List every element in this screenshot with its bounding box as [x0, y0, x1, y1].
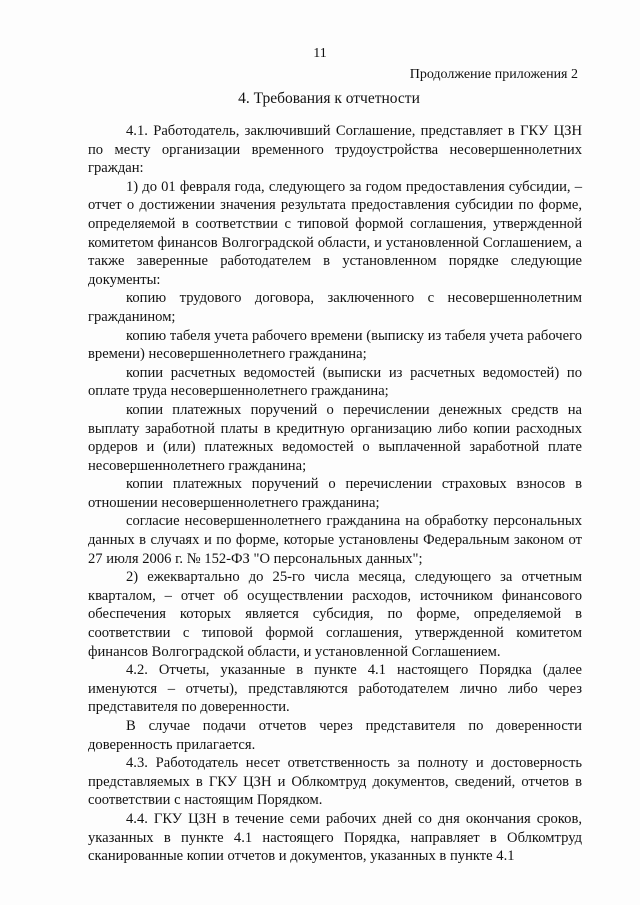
paragraph-payment-orders-wages: копии платежных поручений о перечислении денежных средств на выплату заработной платы в кредитную организацию либо копии расходных ордеров и (или) платежных ведомостей о выплаченной заработной плате несовершеннолетнего гражданина;	[88, 401, 582, 474]
document-body	[88, 122, 582, 866]
paragraph-power-of-attorney: В случае подачи отчетов через представителя по доверенности доверенность прилагается.	[88, 718, 582, 753]
paragraph-payroll-statements: копии расчетных ведомостей (выписки из расчетных ведомостей) по оплате труда несовершеннолетнего гражданина;	[88, 364, 582, 400]
paragraph-timesheet-copy: копию табеля учета рабочего времени (выписку из табеля учета рабочего времени) несовершеннолетнего гражданина;	[88, 327, 582, 363]
paragraph-4-3: 4.3. Работодатель несет ответственность за полноту и достоверность представляемых в ГКУ ЦЗН и Облкомтруд документов, сведений, отчетов в соответствии с настоящим Порядком.	[88, 755, 582, 809]
paragraph-4-4: 4.4. ГКУ ЦЗН в течение семи рабочих дней со дня окончания сроков, указанных в пункте 4.1 настоящего Порядка, направляет в Облкомтруд сканированные копии отчетов и документов, указанных в пункте 4.1	[88, 810, 582, 865]
page-number: 11	[313, 46, 327, 61]
paragraph-payment-orders-insurance: копии платежных поручений о перечислении страховых взносов в отношении несовершеннолетнего гражданина;	[88, 476, 582, 511]
paragraph-annual-report: 1) до 01 февраля года, следующего за годом предоставления субсидии, – отчет о достижении значения результата предоставления субсидии по форме, определяемой в соответствии с типовой формой соглашения, утвержденной комитетом финансов Волгоградской области, и установленной Соглашением, а также заверенные работодателем в установленном порядке следующие документы:	[88, 178, 582, 288]
section-heading: 4. Требования к отчетности	[238, 90, 420, 107]
paragraph-personal-data-consent: согласие несовершеннолетнего гражданина на обработку персональных данных в случаях и по форме, которые установлены Федеральным законом от 27 июля 2006 г. № 152-ФЗ "О персональных данных";	[88, 513, 582, 567]
appendix-continuation-note: Продолжение приложения 2	[409, 67, 578, 82]
paragraph-quarterly-report: 2) ежеквартально до 25-го числа месяца, следующего за отчетным кварталом, – отчет об осуществлении расходов, источником финансового обеспечения которых является субсидия, по форме, определяемой в соответствии с типовой формой соглашения, утвержденной комитетом финансов Волгоградской области, и установленной Соглашением.	[88, 569, 582, 660]
paragraph-4-1-intro: 4.1. Работодатель, заключивший Соглашение, представляет в ГКУ ЦЗН по месту организации временного трудоустройства несовершеннолетних граждан:	[88, 123, 582, 177]
paragraph-4-2: 4.2. Отчеты, указанные в пункте 4.1 настоящего Порядка (далее именуются – отчеты), представляются работодателем лично либо через представителя по доверенности.	[88, 662, 582, 716]
paragraph-labor-contract-copy: копию трудового договора, заключенного с несовершеннолетним гражданином;	[88, 290, 582, 325]
